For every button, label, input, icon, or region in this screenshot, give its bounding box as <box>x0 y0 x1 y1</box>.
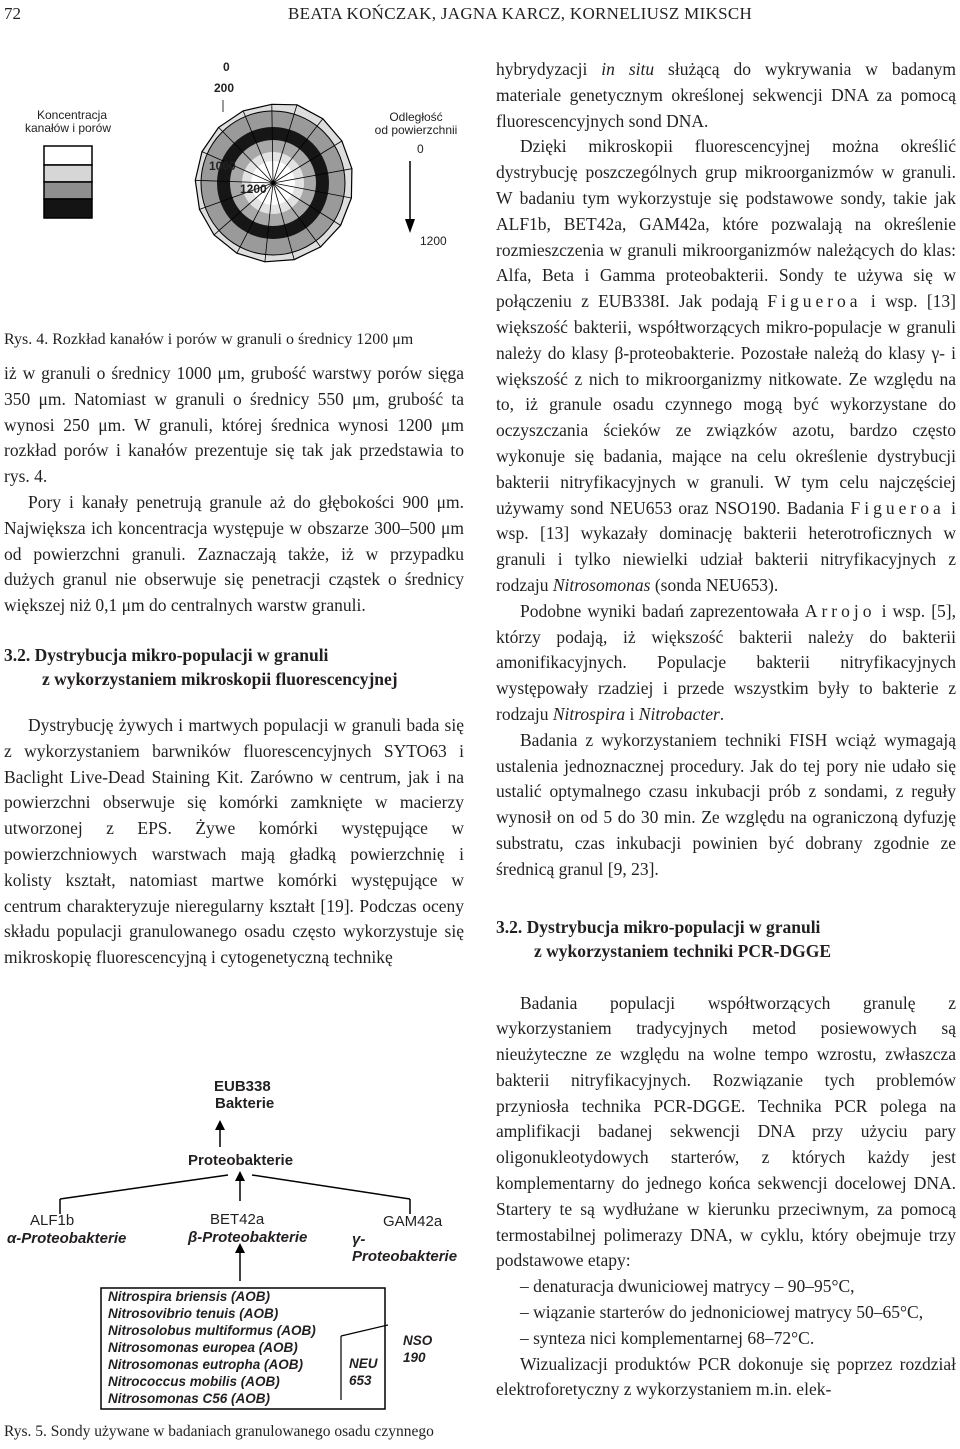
label-bakterie: Bakterie <box>215 1095 275 1112</box>
italic-nitrobacter: Nitrobacter <box>638 703 720 724</box>
figure-4-caption: Rys. 4. Rozkład kanałów i porów w granuli o średnicy 1200 μm <box>4 331 414 348</box>
species-item: Nitrosovibrio tenuis (AOB) <box>108 1306 279 1321</box>
species-item: Nitrosomonas eutropha (AOB) <box>108 1357 304 1372</box>
pcr-step-item: – wiązanie starterów do jednoniciowej matrycy 50–65°C, <box>520 1302 924 1323</box>
species-item: Nitrosomonas C56 (AOB) <box>108 1391 271 1406</box>
figure-5-caption: Rys. 5. Sondy używane w badaniach granulowanego osadu czynnego <box>4 1423 434 1440</box>
pcr-step-text: wiązanie starterów do jednoniciowej matrycy 50–65°C, <box>533 1302 924 1323</box>
right-column <box>496 57 956 1403</box>
right-heading-line2: z wykorzystaniem techniki PCR-DGGE <box>534 940 831 961</box>
probe-eub338: EUB338 <box>214 1078 271 1095</box>
probe-neu-line2: 653 <box>349 1373 372 1388</box>
right-paragraph-5: Badania populacji współtworzących granulę z wykorzystaniem tradycyjnych metod posiewowych są nieużyteczne ze względu na wolne tempo wzrostu, zwłaszcza bakterii nitryfikacyjnych. Rozwiązanie tych problemów przyniosła technika PCR-DGGE. Technika PCR polega na amplifikacji badanej sekwencji DNA przy użyciu pary oligonukleotydowych starterów, z których każdy jest komplementarny do jednego końca sekwencji docelowej DNA. Startery te są wydłużane w kierunku przeciwnym, za pomocą termostabilnej polimerazy DNA, w cyklu, który obejmuje trzy podstawowe etapy: <box>496 992 956 1271</box>
concentration-legend-bar <box>44 146 92 218</box>
italic-nitrosomonas: Nitrosomonas <box>552 574 651 595</box>
right-paragraph-2: Dzięki mikroskopii fluorescencyjnej można określić dystrybucję poszczególnych grup mikroorganizmów w granuli. W badaniu tym wykorzystuje się podstawowe sondy, takie jak ALF1b, BET42a, GAM42a, które pozwalają na określenie rozmieszczenia w granuli mikroorganizmów należących do klas: Alfa, Beta i Gamma proteobakterii. Sondy te używa się w połączeniu z EUB338I. Jak podają Figueroa i wsp. [13] większość bakterii, współtworzących mikro-populacje w granuli należy do klasy β-proteobakterie. Pozostałe należą do klasy γ- i większość z nich to mikroorganizmy nitkowate. Ze względu na to, iż granule osadu czynnego mogą być wykorzystane do oczyszczania ścieków ze związków azotu, bardzo często wykonuje się badania, mające na celu określenie dystrybucji bakterii nitryfikacyjnych w granuli. W tym celu najczęściej używamy sond NEU653 oraz NSO190. Badania Figueroa i wsp. [13] wykazały dominację bakterii heterotroficznych w granuli i tylko niewielki udział bakterii nitryfikacyjnych z rodzaju Nitrosomonas (sonda NEU653). <box>496 136 956 595</box>
label-alpha-proteobakterie: α-Proteobakterie <box>7 1230 127 1247</box>
figure-5-probe-diagram <box>0 1070 470 1430</box>
label-proteobakterie: Proteobakterie <box>188 1152 294 1169</box>
right-heading-line1: Dystrybucja mikro-populacji w granuli <box>526 916 821 937</box>
ring-label-0: 0 <box>223 60 230 74</box>
ring-label-1000: 1000 <box>209 159 236 173</box>
pcr-steps-list <box>496 1274 956 1351</box>
pcr-step-text: denaturacja dwuniciowej matrycy – 90–95°C, <box>533 1276 855 1297</box>
probe-bet42a: BET42a <box>210 1211 265 1228</box>
left-paragraph-2: Pory i kanały penetrują granule aż do głębokości 900 μm. Największa ich koncentracja występuje w obszarze 300–500 μm od powierzchni granuli. Zaznaczają także, iż w przypadku dużych granul nie obserwuje się penetracji cząstek o średnicy większej niż 0,1 μm do centralnych warstw granuli. <box>4 491 464 616</box>
figure-4-granule-diagram <box>0 50 470 330</box>
author-figueroa: Figueroa <box>767 291 862 312</box>
right-paragraph-6: Wizualizacji produktów PCR dokonuje się poprzez rozdział elektroforetyczny z wykorzystaniem m.in. elek- <box>496 1353 956 1400</box>
label-gamma-proteobakterie: γ-Proteobakterie <box>352 1231 458 1265</box>
probe-gam42a: GAM42a <box>383 1213 443 1230</box>
distance-title-line2: od powierzchnii <box>374 123 458 137</box>
probe-alf1b: ALF1b <box>30 1212 75 1229</box>
right-paragraph-1: hybrydyzacji in situ służącą do wykrywania w badanym materiale genetycznym określonej sekwencji DNA za pomocą fluorescencyjnych sond DNA. <box>496 59 956 131</box>
species-item: Nitrosomonas europea (AOB) <box>108 1340 298 1355</box>
right-heading-number: 3.2. <box>496 916 523 937</box>
distance-title-line1: Odległość <box>389 110 443 124</box>
distance-arrow-top-label: 0 <box>417 142 424 156</box>
distance-arrow-bottom-label: 1200 <box>420 234 447 248</box>
species-item: Nitrosolobus multiformus (AOB) <box>108 1323 316 1338</box>
label-beta-proteobakterie: β-Proteobakterie <box>188 1229 308 1246</box>
ring-label-200: 200 <box>214 81 235 95</box>
left-section-heading <box>4 643 464 667</box>
probe-nso-line1: NSO <box>403 1333 433 1348</box>
pcr-step-item: – denaturacja dwuniciowej matrycy – 90–95°C, <box>520 1276 855 1297</box>
species-list <box>108 1288 316 1407</box>
legend-title-line1: Koncentracja <box>36 108 108 122</box>
author-figueroa-2: Figueroa <box>850 497 945 518</box>
left-paragraph-1: iż w granuli o średnicy 1000 μm, grubość warstwy porów sięga 350 μm. Natomiast w granuli o średnicy 550 μm, grubość ta wynosi 250 μm. W granuli, której średnica wynosi 1200 μm rozkład porów i kanałów prezentuje się tak jak przedstawia to rys. 4. <box>4 363 464 487</box>
probe-neu653 <box>349 1355 378 1389</box>
right-paragraph-4: Badania z wykorzystaniem techniki FISH wciąż wymagają ustalenia jednoznacznej procedury. Jak do tej pory nie udało się ustalić optymalnego czasu inkubacji prób z sondami, z reguły wynosił on od 5 do 30 min. Ze względu na ograniczoną dyfuzję substratu, czas inkubacji powinien być dobrany zgodnie ze średnicą granul [9, 23]. <box>496 729 956 879</box>
author-arrojo: Arrojo <box>804 600 876 621</box>
legend-title-line2: kanałów i porów <box>24 121 112 135</box>
species-item: Nitrococcus mobilis (AOB) <box>108 1374 280 1389</box>
probe-nso190 <box>403 1332 432 1366</box>
right-paragraph-3: Podobne wyniki badań zaprezentowała Arrojo i wsp. [5], którzy podają, iż większość bakterii należy do bakterii amonifikacyjnych. Populacje bakterii nitryfikacyjnych występowały rzadziej i przede wszystkim były to bakterie z rodzaju Nitrospira i Nitrobacter. <box>496 600 956 724</box>
left-heading-line2: z wykorzystaniem mikroskopii fluorescencyjnej <box>42 668 398 689</box>
granule-cross-section <box>195 100 352 262</box>
probe-nso-line2: 190 <box>403 1350 426 1365</box>
ring-label-1200: 1200 <box>240 182 267 196</box>
left-heading-number: 3.2. <box>4 644 31 665</box>
page-number: 72 <box>4 4 21 23</box>
italic-in-situ: in situ <box>601 59 655 79</box>
left-column <box>4 361 464 971</box>
right-section-heading <box>496 915 956 939</box>
species-item: Nitrospira briensis (AOB) <box>108 1289 271 1304</box>
italic-nitrospira: Nitrospira <box>552 703 626 724</box>
pcr-step-text: synteza nici komplementarnej 68–72°C. <box>533 1327 815 1348</box>
probe-neu-line1: NEU <box>349 1356 378 1371</box>
running-header-authors: BEATA KOŃCZAK, JAGNA KARCZ, KORNELIUSZ MIKSCH <box>288 4 753 23</box>
left-paragraph-3: Dystrybucję żywych i martwych populacji w granuli bada się z wykorzystaniem barwników fluorescencyjnych SYTO63 i Baclight Live-Dead Staining Kit. Zarówno w centrum, jak i na powierzchni obserwuje się komórki zamknięte w macierzy utworzonej z EPS. Żywe komórki występujące w powierzchniowych warstwach mają gładką powierzchnię i kolisty kształt, natomiast martwe komórki występujące w centrum charakteryzuje nieregularny kształt [19]. Podczas oceny składu populacji granulowanego osadu często wykorzystuje się mikroskopię fluorescencyjną i cytogenetyczną technikę <box>4 714 464 968</box>
pcr-step-item: – synteza nici komplementarnej 68–72°C. <box>520 1327 815 1348</box>
left-heading-line1: Dystrybucja mikro-populacji w granuli <box>34 644 329 665</box>
